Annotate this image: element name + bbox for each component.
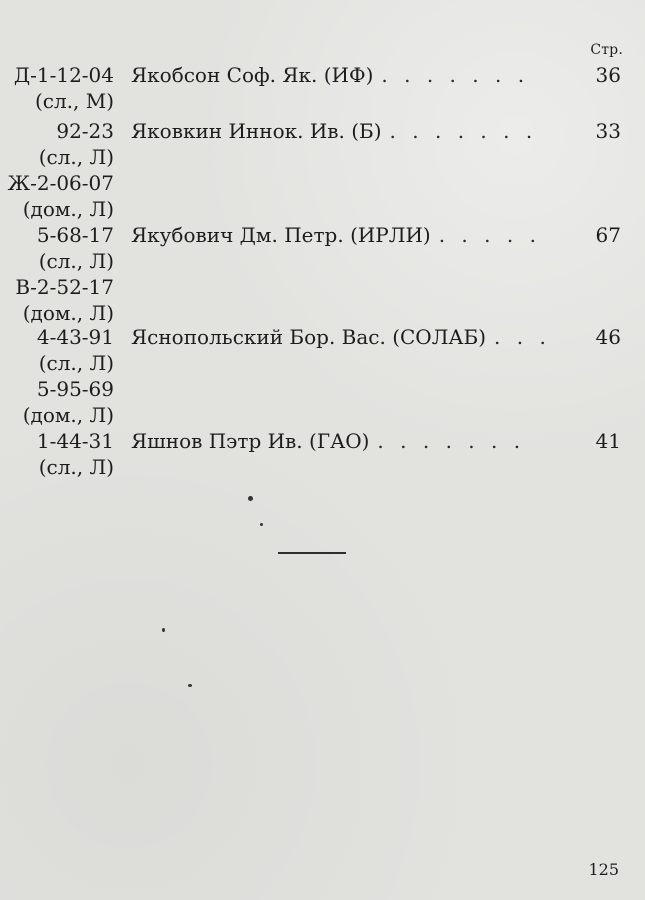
phone-line: Ж-2-06-07	[7, 171, 114, 195]
phone-line: В-2-52-17	[15, 275, 114, 299]
person-name: Якубович Дм. Петр. (ИРЛИ)	[131, 223, 431, 247]
entry-name-line	[131, 118, 621, 144]
entry-name-line	[131, 324, 621, 350]
phone-line: (сл., Л)	[38, 351, 114, 375]
page-column-header: Стр.	[590, 42, 623, 58]
phone-numbers	[0, 62, 114, 114]
page-reference: 67	[595, 223, 621, 247]
phone-line: 4-43-91	[36, 325, 114, 349]
entry-name-line	[131, 428, 621, 454]
person-name: Якобсон Соф. Як. (ИФ)	[131, 63, 374, 87]
phone-line: 5-95-69	[36, 377, 114, 401]
page-number: 125	[588, 860, 619, 879]
leader-dots: . . .	[494, 325, 551, 349]
phone-line: 92-23	[56, 119, 114, 143]
phone-line: 5-68-17	[36, 223, 114, 247]
entry-name-line	[131, 62, 621, 88]
phone-line: (дом., Л)	[22, 197, 114, 221]
phone-numbers	[0, 222, 114, 326]
phone-line: (дом., Л)	[22, 301, 114, 325]
page-reference: 46	[595, 325, 621, 349]
page-reference: 36	[595, 63, 621, 87]
phone-line: (дом., Л)	[22, 403, 114, 427]
leader-dots: . . . . . . .	[389, 119, 538, 143]
entry-name-line	[131, 222, 621, 248]
page-reference: 41	[595, 429, 621, 453]
ink-speck	[248, 496, 253, 501]
phone-line: (сл., Л)	[38, 455, 114, 479]
phone-numbers	[0, 428, 114, 480]
person-name: Яснопольский Бор. Вас. (СОЛАБ)	[131, 325, 487, 349]
ink-speck	[260, 523, 263, 526]
phone-line: (сл., Л)	[38, 249, 114, 273]
page-reference: 33	[595, 119, 621, 143]
ink-speck	[162, 628, 165, 632]
ink-speck	[188, 684, 192, 687]
person-name: Яковкин Иннок. Ив. (Б)	[131, 119, 382, 143]
leader-dots: . . . . .	[438, 223, 541, 247]
phone-numbers	[0, 324, 114, 428]
phone-numbers	[0, 118, 114, 222]
person-name: Яшнов Пэтр Ив. (ГАО)	[131, 429, 370, 453]
phone-line: Д-1-12-04	[13, 63, 114, 87]
phone-line: (сл., Л)	[38, 145, 114, 169]
phone-line: 1-44-31	[36, 429, 114, 453]
phone-line: (сл., М)	[34, 89, 114, 113]
section-divider-rule	[278, 552, 346, 554]
leader-dots: . . . . . . .	[377, 429, 526, 453]
leader-dots: . . . . . . .	[381, 63, 530, 87]
